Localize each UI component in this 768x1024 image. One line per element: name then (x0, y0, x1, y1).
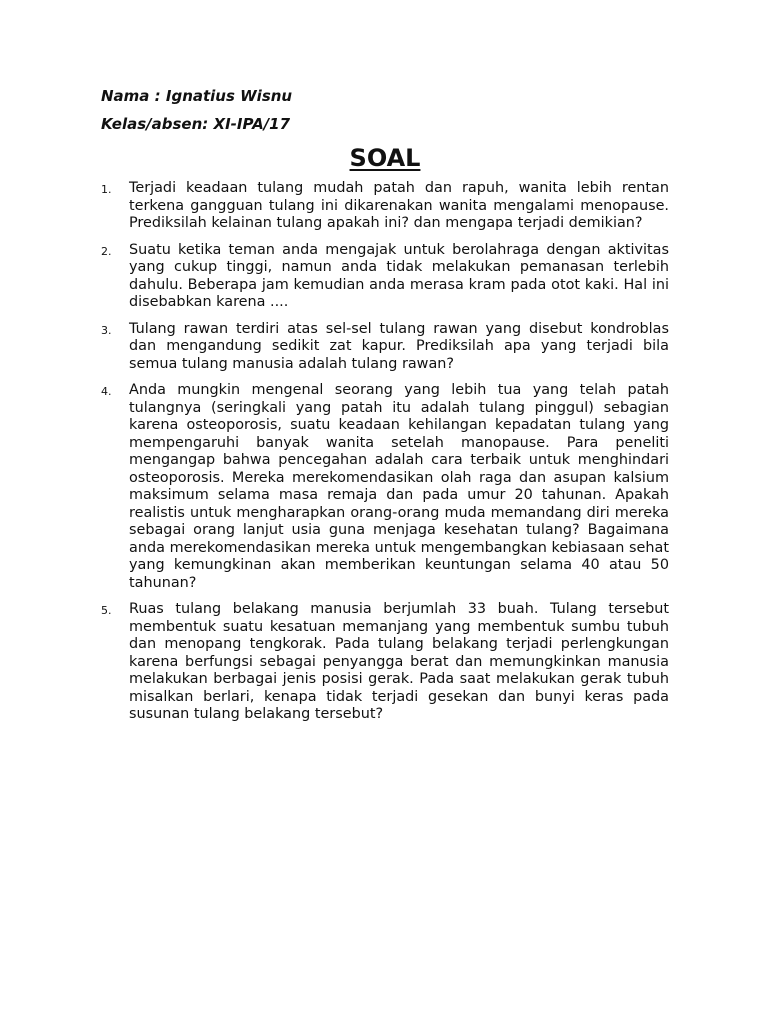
question-text: Suatu ketika teman anda mengajak untuk berolahraga dengan aktivitas yang cukup tinggi, namun anda tidak melakukan pemanasan terlebih dahulu. Beberapa jam kemudian anda merasa kram pada otot kaki. Hal ini disebabkan karena .... (129, 241, 669, 310)
question-item-2 (101, 242, 669, 312)
question-list (101, 180, 669, 724)
question-item-3 (101, 321, 669, 374)
question-text: Tulang rawan terdiri atas sel-sel tulang rawan yang disebut kondroblas dan mengandung sedikit zat kapur. Prediksilah apa yang terjadi bila semua tulang manusia adalah tulang rawan? (129, 320, 669, 372)
question-item-5 (101, 601, 669, 724)
student-name: Nama : Ignatius Wisnu (101, 87, 293, 105)
question-text: Terjadi keadaan tulang mudah patah dan rapuh, wanita lebih rentan terkena gangguan tulang ini dikarenakan wanita mengalami menopause. Prediksilah kelainan tulang apakah ini? dan mengapa terjadi demikian? (129, 180, 669, 231)
question-item-4 (101, 382, 669, 592)
question-number: 3. (101, 323, 112, 337)
page-title: SOAL (349, 144, 421, 172)
question-number: 4. (101, 385, 112, 398)
question-number: 5. (101, 604, 112, 617)
student-class: Kelas/absen: XI-IPA/17 (101, 115, 291, 133)
question-text: Ruas tulang belakang manusia berjumlah 33 buah. Tulang tersebut membentuk suatu kesatuan memanjang yang membentuk sumbu tubuh dan menopang tengkorak. Pada tulang belakang terjadi perlengkungan karena berfungsi sebagai penyangga berat dan memungkinkan manusia melakukan berbagai jenis posisi gerak. Pada saat melakukan gerak tubuh misalkan berlari, kenapa tidak terjadi gesekan dan bunyi keras pada susunan tulang belakang tersebut? (129, 601, 669, 722)
question-item-1 (101, 180, 669, 233)
question-number: 2. (101, 244, 112, 258)
document-page (101, 86, 669, 733)
question-number: 1. (101, 183, 112, 196)
question-text: Anda mungkin mengenal seorang yang lebih tua yang telah patah tulangnya (seringkali yang patah itu adalah tulang pinggul) sebagian karena osteoporosis, suatu keadaan kehilangan kepadatan tulang yang mempengaruhi banyak wanita setelah manopause. Para peneliti mengangap bahwa pencegahan adalah cara terbaik untuk menghindari osteoporosis. Mereka merekomendasikan olah raga dan asupan kalsium maksimum selama masa remaja dan pada umur 20 tahunan. Apakah realistis untuk mengharapkan orang-orang muda memandang diri mereka sebagai orang lanjut usia guna menjaga kesehatan tulang? Bagaimana anda merekomendasikan mereka untuk mengembangkan kebiasaan sehat yang kemungkinan akan memberikan keuntungan selama 40 atau 50 tahunan? (129, 382, 669, 591)
